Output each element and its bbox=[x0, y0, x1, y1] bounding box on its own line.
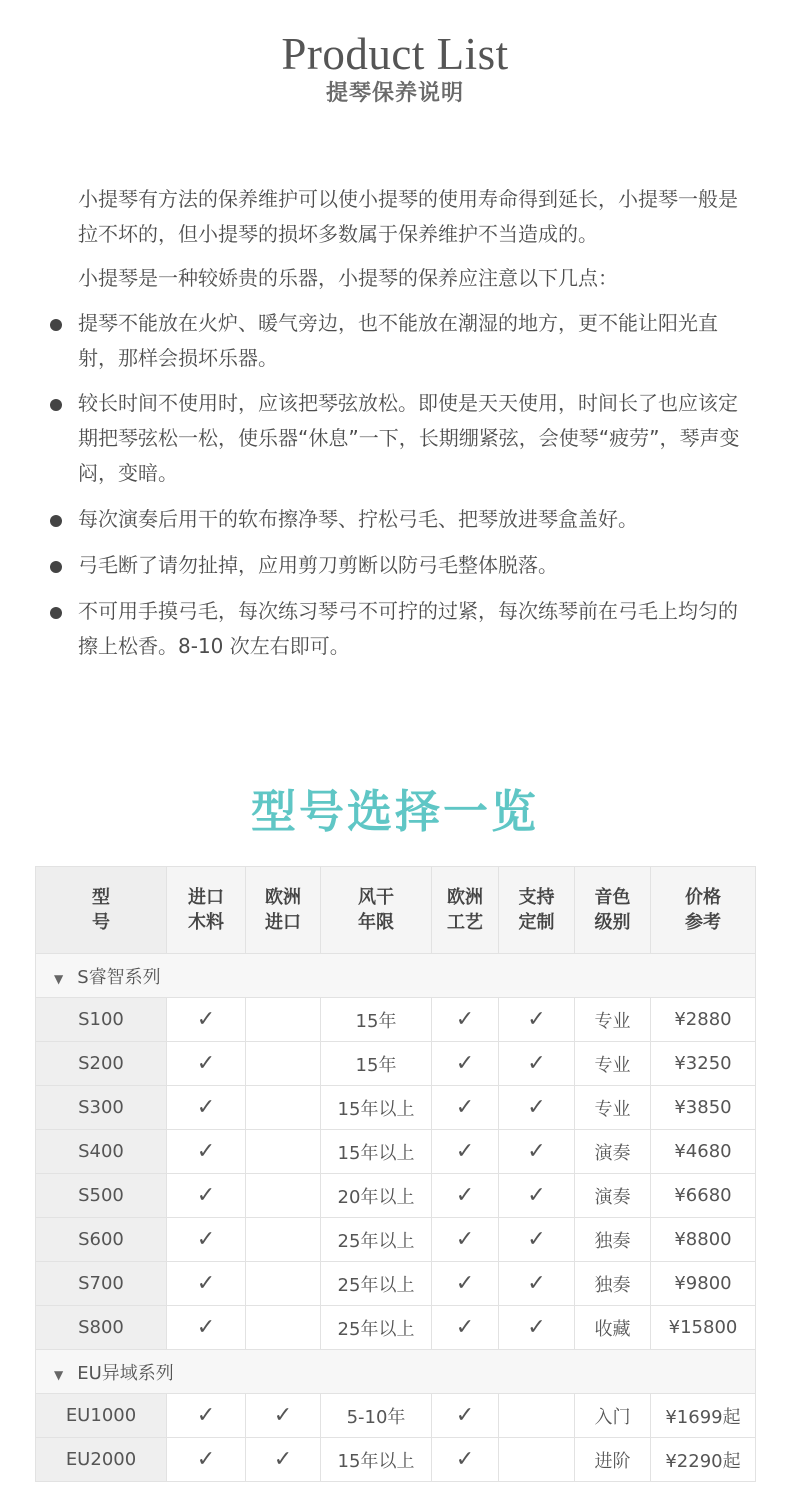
table-cell-eu-import bbox=[246, 1306, 321, 1350]
table-cell-eu-import bbox=[246, 1262, 321, 1306]
bullet-dot-icon bbox=[50, 319, 62, 331]
table-cell-eu-import bbox=[246, 1042, 321, 1086]
checkmark-icon: ✓ bbox=[167, 1218, 246, 1262]
checkmark-icon: ✓ bbox=[432, 1174, 499, 1218]
series-group-cell[interactable] bbox=[36, 1350, 756, 1394]
checkmark-icon: ✓ bbox=[499, 1130, 575, 1174]
column-header: 欧洲 工艺 bbox=[432, 867, 499, 954]
checkmark-icon: ✓ bbox=[499, 1174, 575, 1218]
list-item: 提琴不能放在火炉、暖气旁边，也不能放在潮湿的地方，更不能让阳光直射，那样会损坏乐器。 bbox=[78, 311, 718, 370]
table-cell-custom bbox=[499, 1394, 575, 1438]
checkmark-icon: ✓ bbox=[499, 1262, 575, 1306]
checkmark-icon: ✓ bbox=[432, 1218, 499, 1262]
table-cell-eu-import bbox=[246, 1130, 321, 1174]
model-cell: S200 bbox=[36, 1042, 167, 1086]
table-body bbox=[36, 954, 756, 1482]
page-subtitle: 提琴保养说明 bbox=[325, 80, 464, 106]
bullet-dot-icon bbox=[50, 561, 62, 573]
list-item: 每次演奏后用干的软布擦净琴、拧松弓毛、把琴放进琴盒盖好。 bbox=[78, 507, 638, 531]
series-group-label: S睿智系列 bbox=[77, 966, 161, 988]
table-cell-price: ¥4680 bbox=[651, 1130, 756, 1174]
list-item: 弓毛断了请勿扯掉，应用剪刀剪断以防弓毛整体脱落。 bbox=[78, 553, 558, 577]
table-row bbox=[36, 1262, 756, 1306]
table-cell-tone: 独奏 bbox=[575, 1262, 651, 1306]
table-row bbox=[36, 1042, 756, 1086]
table-cell-price: ¥2880 bbox=[651, 998, 756, 1042]
series-group-row[interactable] bbox=[36, 1350, 756, 1394]
column-header: 价格 参考 bbox=[651, 867, 756, 954]
column-header: 欧洲 进口 bbox=[246, 867, 321, 954]
model-cell: S300 bbox=[36, 1086, 167, 1130]
table-cell-price: ¥1699起 bbox=[651, 1394, 756, 1438]
table-cell-tone: 专业 bbox=[575, 1086, 651, 1130]
table-cell-eu-import bbox=[246, 1174, 321, 1218]
table-cell-tone: 收藏 bbox=[575, 1306, 651, 1350]
table-cell-price: ¥3250 bbox=[651, 1042, 756, 1086]
column-header: 支持 定制 bbox=[499, 867, 575, 954]
checkmark-icon: ✓ bbox=[167, 1394, 246, 1438]
checkmark-icon: ✓ bbox=[246, 1394, 321, 1438]
checkmark-icon: ✓ bbox=[167, 1438, 246, 1482]
table-cell-tone: 进阶 bbox=[575, 1438, 651, 1482]
checkmark-icon: ✓ bbox=[167, 1262, 246, 1306]
table-cell-tone: 专业 bbox=[575, 998, 651, 1042]
checkmark-icon: ✓ bbox=[167, 1306, 246, 1350]
checkmark-icon: ✓ bbox=[432, 1086, 499, 1130]
model-cell: S100 bbox=[36, 998, 167, 1042]
column-header: 型 号 bbox=[36, 867, 167, 954]
table-cell-eu-import bbox=[246, 998, 321, 1042]
table-row bbox=[36, 1130, 756, 1174]
checkmark-icon: ✓ bbox=[167, 1086, 246, 1130]
checkmark-icon: ✓ bbox=[432, 1438, 499, 1482]
model-cell: S600 bbox=[36, 1218, 167, 1262]
table-cell-drying: 25年以上 bbox=[321, 1262, 432, 1306]
model-cell: EU2000 bbox=[36, 1438, 167, 1482]
table-cell-tone: 演奏 bbox=[575, 1174, 651, 1218]
checkmark-icon: ✓ bbox=[432, 1042, 499, 1086]
table-cell-drying: 15年 bbox=[321, 998, 432, 1042]
list-item: 不可用手摸弓毛，每次练习琴弓不可拧的过紧，每次练琴前在弓毛上均匀的擦上松香。8-10 次左右即可。 bbox=[78, 599, 738, 658]
collapse-triangle-icon[interactable]: ▼ bbox=[54, 971, 64, 986]
table-header-row bbox=[36, 867, 756, 954]
checkmark-icon: ✓ bbox=[432, 1306, 499, 1350]
bullet-dot-icon bbox=[50, 607, 62, 619]
bullet-dot-icon bbox=[50, 399, 62, 411]
table-cell-price: ¥3850 bbox=[651, 1086, 756, 1130]
model-cell: S400 bbox=[36, 1130, 167, 1174]
checkmark-icon: ✓ bbox=[432, 1394, 499, 1438]
table-cell-tone: 入门 bbox=[575, 1394, 651, 1438]
table-cell-price: ¥6680 bbox=[651, 1174, 756, 1218]
collapse-triangle-icon[interactable]: ▼ bbox=[54, 1367, 64, 1382]
checkmark-icon: ✓ bbox=[432, 1130, 499, 1174]
model-cell: EU1000 bbox=[36, 1394, 167, 1438]
page-title: Product List bbox=[281, 29, 509, 79]
checkmark-icon: ✓ bbox=[246, 1438, 321, 1482]
table-cell-price: ¥15800 bbox=[651, 1306, 756, 1350]
table-cell-eu-import bbox=[246, 1218, 321, 1262]
table-cell-eu-import bbox=[246, 1086, 321, 1130]
intro-paragraph: 小提琴有方法的保养维护可以使小提琴的使用寿命得到延长，小提琴一般是拉不坏的，但小提琴的损坏多数属于保养维护不当造成的。 bbox=[78, 187, 738, 246]
checkmark-icon: ✓ bbox=[499, 1086, 575, 1130]
checkmark-icon: ✓ bbox=[499, 1306, 575, 1350]
table-cell-drying: 25年以上 bbox=[321, 1306, 432, 1350]
table-row bbox=[36, 1394, 756, 1438]
column-header: 风干 年限 bbox=[321, 867, 432, 954]
model-cell: S800 bbox=[36, 1306, 167, 1350]
table-cell-tone: 专业 bbox=[575, 1042, 651, 1086]
table-row bbox=[36, 1218, 756, 1262]
series-group-cell[interactable] bbox=[36, 954, 756, 998]
checkmark-icon: ✓ bbox=[432, 998, 499, 1042]
table-row bbox=[36, 1438, 756, 1482]
model-comparison-table bbox=[35, 866, 756, 1482]
table-cell-drying: 5-10年 bbox=[321, 1394, 432, 1438]
table-cell-price: ¥8800 bbox=[651, 1218, 756, 1262]
column-header: 音色 级别 bbox=[575, 867, 651, 954]
column-header: 进口 木料 bbox=[167, 867, 246, 954]
checkmark-icon: ✓ bbox=[432, 1262, 499, 1306]
table-cell-custom bbox=[499, 1438, 575, 1482]
table-cell-drying: 15年以上 bbox=[321, 1086, 432, 1130]
model-cell: S500 bbox=[36, 1174, 167, 1218]
checkmark-icon: ✓ bbox=[499, 998, 575, 1042]
list-item: 较长时间不使用时，应该把琴弦放松。即使是天天使用，时间长了也应该定期把琴弦松一松，使乐器“休息”一下，长期绷紧弦，会使琴“疲劳”，琴声变闷，变暗。 bbox=[78, 391, 740, 485]
table-cell-drying: 20年以上 bbox=[321, 1174, 432, 1218]
checkmark-icon: ✓ bbox=[499, 1042, 575, 1086]
table-cell-drying: 15年以上 bbox=[321, 1130, 432, 1174]
series-group-label: EU异域系列 bbox=[77, 1362, 174, 1384]
checkmark-icon: ✓ bbox=[167, 1042, 246, 1086]
table-cell-price: ¥9800 bbox=[651, 1262, 756, 1306]
table-cell-drying: 15年以上 bbox=[321, 1438, 432, 1482]
table-cell-drying: 15年 bbox=[321, 1042, 432, 1086]
intro-paragraph-lead: 小提琴是一种较娇贵的乐器，小提琴的保养应注意以下几点： bbox=[78, 266, 618, 290]
bullet-dot-icon bbox=[50, 515, 62, 527]
table-cell-tone: 独奏 bbox=[575, 1218, 651, 1262]
model-cell: S700 bbox=[36, 1262, 167, 1306]
checkmark-icon: ✓ bbox=[499, 1218, 575, 1262]
table-cell-tone: 演奏 bbox=[575, 1130, 651, 1174]
series-group-row[interactable] bbox=[36, 954, 756, 998]
checkmark-icon: ✓ bbox=[167, 998, 246, 1042]
table-row bbox=[36, 1306, 756, 1350]
section-title: 型号选择一览 bbox=[250, 785, 539, 838]
checkmark-icon: ✓ bbox=[167, 1174, 246, 1218]
table-row bbox=[36, 1174, 756, 1218]
table-row bbox=[36, 998, 756, 1042]
checkmark-icon: ✓ bbox=[167, 1130, 246, 1174]
table-cell-drying: 25年以上 bbox=[321, 1218, 432, 1262]
table-row bbox=[36, 1086, 756, 1130]
table-cell-price: ¥2290起 bbox=[651, 1438, 756, 1482]
